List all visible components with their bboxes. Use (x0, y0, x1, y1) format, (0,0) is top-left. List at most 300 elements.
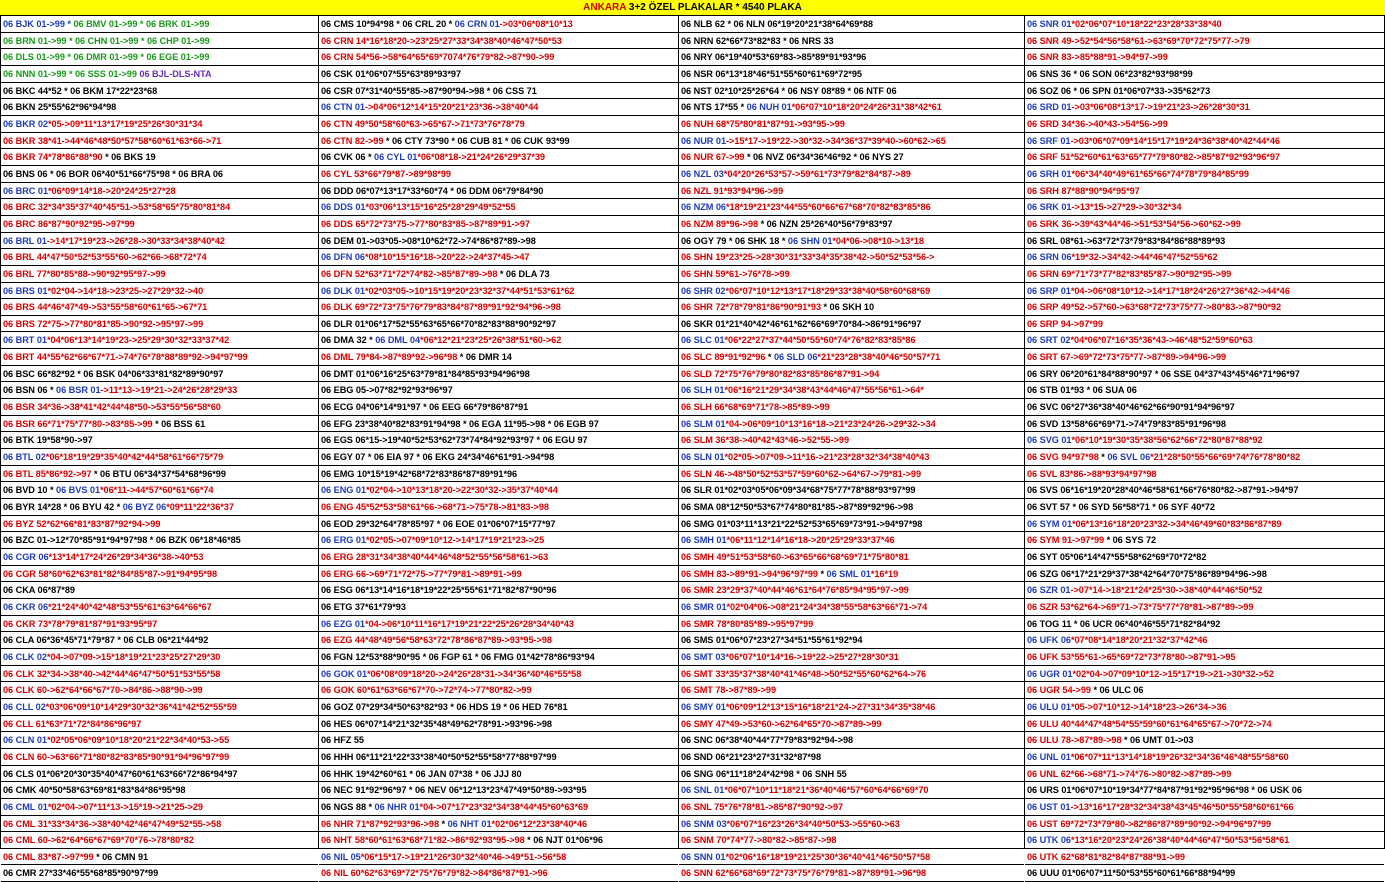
plate-segment: 06 SLH 66*68*69*71*78->85*89->99 (681, 402, 830, 413)
plate-row (679, 449, 1024, 466)
plate-row (1, 432, 318, 449)
plate-row (679, 532, 1024, 549)
plate-segment: 06 ENG 01 (321, 485, 367, 496)
plate-row (1, 449, 318, 466)
plate-segment: *04->07*09->15*18*19*21*23*25*27*29*30 (46, 651, 221, 662)
plate-segment: 06 BRC 86*87*90*92*95->97*99 (3, 218, 135, 229)
plate-row (679, 549, 1024, 566)
plate-segment: *05->09*11*13*17*19*25*26*30*31*34 (48, 118, 203, 129)
plate-row (679, 366, 1024, 383)
plate-segment: 06 DDS 01 (321, 202, 366, 213)
plate-segment: 06 ERG 28*31*34*38*40*44*46*48*52*55*56*58*61->63 (321, 552, 549, 562)
plate-segment: 06 SRT 02 (1027, 335, 1071, 346)
plate-segment: 06 OGY 79 * 06 SHK 18 * (681, 235, 788, 246)
plate-row (679, 233, 1024, 250)
plate-row (1025, 632, 1384, 649)
plate-segment: 06 SRH 01 (1027, 168, 1072, 179)
plate-segment: 06 CKA 06*87*89 (3, 585, 75, 596)
plate-row (679, 766, 1024, 783)
plate-segment: *06*09*12*13*15*16*18*21*24->27*31*34*35*38*46 (725, 701, 936, 712)
column-1 (0, 16, 318, 879)
plate-row (319, 749, 678, 766)
plate-row (1025, 299, 1384, 316)
plate-row (679, 749, 1024, 766)
plate-segment: 06 CMK 40*50*58*63*69*81*83*84*86*95*98 (3, 785, 186, 796)
plate-segment: 06 CLS 01*06*20*30*35*40*47*60*61*63*66*72*86*94*97 (3, 768, 238, 779)
plate-row (1025, 249, 1384, 266)
plate-segment: 06 SMR 78*80*85*89->95*97*99 (681, 618, 814, 629)
plate-row (1, 249, 318, 266)
plate-segment: * 06 NJT 01*06*96 (524, 835, 603, 846)
plate-row (319, 116, 678, 133)
plate-row (1, 199, 318, 216)
plate-row (1, 299, 318, 316)
plate-segment: 06 SND 06*21*23*27*31*32*87*98 (681, 751, 822, 762)
plate-row (1, 699, 318, 716)
plate-segment: 06 SHN 59*61->76*78->99 (681, 268, 790, 279)
plate-segment: 06 BJK 01->99 * (3, 19, 74, 29)
plate-segment: 06 BRC 01 (3, 185, 48, 196)
plate-segment: 06 DFN 06 (321, 252, 365, 263)
plate-row (1, 816, 318, 833)
plate-segment: *06*08*09*18*20->24*26*28*31->34*36*40*46*55*58 (367, 668, 582, 679)
plate-segment: ->11*13->19*21->24*26*28*29*33 (100, 385, 238, 396)
plate-segment: 06 CSR 07*31*40*55*85->87*90*94->98 * 06 CSS 71 (321, 85, 537, 96)
plate-segment: 06 DFN 52*63*71*72*74*82->85*87*89->98 (321, 268, 498, 279)
plate-row (1025, 99, 1384, 116)
plate-row (319, 283, 678, 300)
plate-segment: 06 SVL 06 (1107, 452, 1151, 463)
plate-segment: 06 GOK 60*61*63*66*67*70->72*74->77*80*82->99 (321, 685, 532, 696)
plate-segment: 06 BRN 01->99 * 06 CHN 01->99 * 06 CHP 01->99 (3, 35, 210, 46)
plate-row (319, 432, 678, 449)
plate-segment: 06 SNG 06*11*18*24*42*98 * 06 SNH 55 (681, 768, 847, 779)
plate-segment: 06 ESG 06*13*14*16*18*19*22*25*55*61*71*82*87*90*96 (321, 585, 557, 596)
plate-segment: 06 CGR 06 (3, 552, 49, 562)
plate-segment: 06 SVD 13*58*66*69*71->74*79*83*85*91*96*98 (1027, 418, 1226, 429)
plate-segment: 06 BRC 32*34*35*37*40*45*51->53*58*65*75*80*81*84 (3, 202, 231, 213)
plate-segment: 06 SNL 75*76*78*81->85*87*90*92->97 (681, 801, 844, 812)
plate-segment: *21*23*28*38*40*46*50*57*71 (817, 352, 941, 363)
plate-segment: 06 BKR 38*41->44*46*48*50*57*58*60*61*63*66->71 (3, 135, 222, 146)
plate-segment: 06 SNL 01 (681, 785, 725, 796)
plate-row (1, 549, 318, 566)
plate-segment: *06*07*11*13*14*18*19*26*32*34*36*46*48*55*58*60 (1070, 751, 1289, 762)
plate-segment: 06 CML 83*87->97*99 (3, 851, 94, 862)
plate-segment: 06 URS 01*06*07*10*19*34*77*84*87*91*92*95*96*98 * 06 USK 06 (1027, 785, 1302, 796)
plate-segment: *02*06*12*23*38*40*46 (491, 818, 588, 829)
plate-segment: 06 BRL 01 (3, 235, 47, 246)
plate-segment: 06 SHR 72*78*79*81*86*90*91*93 (681, 302, 822, 313)
plate-segment: * 06 BSS 61 (152, 418, 206, 429)
plate-row (1025, 716, 1384, 733)
plate-segment: 06 SVS 06*16*19*20*28*40*46*58*61*66*76*80*82->87*91->94*97 (1027, 485, 1299, 496)
plate-segment: 06 SRT 67->69*72*73*75*77->87*89->94*96->99 (1027, 352, 1227, 363)
plate-row (319, 466, 678, 483)
plate-row (1025, 782, 1384, 799)
plate-segment: 06 NZL 03 (681, 168, 724, 179)
plate-segment: 06 UFK 06 (1027, 635, 1071, 646)
plate-segment: 06 BSC 66*82*92 * 06 BSK 04*06*33*81*82*89*90*97 (3, 368, 224, 379)
plate-segment: 06 DLK 01 (321, 285, 365, 296)
plate-row (1, 599, 318, 616)
plate-segment: 06 BMV 01->99 * (73, 19, 146, 29)
plate-segment: 06 SML 01 (826, 568, 871, 579)
plate-segment: 06 EZG 01 (321, 618, 365, 629)
plate-segment: 06 SMH 83->89*91->94*96*97*99 (681, 568, 818, 579)
plate-row (679, 266, 1024, 283)
plate-segment: * 06 NVZ 06*34*36*46*92 * 06 NYS 27 (744, 152, 904, 163)
plate-segment: 06 NHT 58*60*61*63*68*71*82->86*92*93*95->98 (321, 835, 525, 846)
plate-segment: 06 CKR 73*78*79*81*87*91*93*95*97 (3, 618, 158, 629)
plate-row (1, 782, 318, 799)
plate-segment: 06 SNM 70*74*77->80*82->85*87->98 (681, 835, 837, 846)
plate-row (319, 616, 678, 633)
plate-row (679, 616, 1024, 633)
plate-row (319, 149, 678, 166)
plate-row (319, 416, 678, 433)
plate-segment: * 06 UMT 01->03 (1121, 735, 1194, 746)
plate-row (1025, 549, 1384, 566)
plate-segment: *06*07*16*23*26*34*40*50*53->55*60->63 (726, 818, 900, 829)
plate-row (679, 249, 1024, 266)
plate-segment: 06 SMR 01 (681, 601, 727, 612)
plate-segment: 06 ULU 01 (1027, 701, 1071, 712)
plate-row (1, 582, 318, 599)
plate-row (1025, 816, 1384, 833)
plate-segment: 06 SRD 34*36->40*43->54*56->99 (1027, 118, 1168, 129)
plate-row (679, 216, 1024, 233)
plate-segment: * (765, 352, 774, 363)
plate-segment: *06*13*16*18*20*23*32->34*46*49*60*83*86*87*89 (1072, 518, 1282, 529)
plate-row (679, 382, 1024, 399)
plate-segment: 06 DLS 01->99 * 06 DMR 01->99 * 06 EGE 01->99 (3, 52, 210, 63)
plate-row (1, 349, 318, 366)
plate-row (1, 865, 318, 882)
plate-row (679, 482, 1024, 499)
plate-segment: 06 ETG 37*61*79*93 (321, 601, 406, 612)
plate-segment: 06 SZG 06*17*21*29*37*38*42*64*70*75*86*89*94*96->98 (1027, 568, 1267, 579)
plate-segment: 06 SLM 01 (681, 418, 726, 429)
plate-segment: 06 CML 60->62*64*66*67*69*70*76->78*80*82 (3, 835, 194, 846)
plate-segment: 06 UGR 54->99 (1027, 685, 1091, 696)
plate-segment: *06*07*10*18*20*24*26*31*38*42*61 (791, 102, 942, 113)
plate-segment: 06 SRK 36->39*43*44*46->51*53*54*56->60*62->99 (1027, 218, 1241, 229)
plate-segment: *04*06*13*14*19*23->25*29*30*32*33*37*42 (46, 335, 230, 346)
plate-segment: 06 CKR 06 (3, 601, 48, 612)
plate-row (1025, 199, 1384, 216)
plate-segment: 06 SNN 62*66*68*69*72*73*75*76*79*81->87*89*91->96*98 (681, 868, 927, 879)
plate-segment: 06 UST 69*72*73*79*80->82*86*87*89*90*92->94*96*97*99 (1027, 818, 1272, 829)
plate-row (319, 133, 678, 150)
plate-segment: 06 HHH 06*11*21*22*33*38*40*50*52*55*58*77*88*97*99 (321, 751, 557, 762)
plate-segment: 06 CTN 49*50*58*60*63->65*67->71*73*76*78*79 (321, 118, 525, 129)
plate-segment: 06 SRF 01 (1027, 135, 1071, 146)
plate-row (1, 166, 318, 183)
plate-segment: 06 SRD 01 (1027, 102, 1072, 113)
plate-segment: 06 BRS 01 (3, 285, 48, 296)
plate-row (1025, 865, 1384, 882)
plate-row (1, 49, 318, 66)
plate-segment: 06 NZM 06 (681, 202, 726, 213)
plate-segment: * 06 DLA 73 (497, 268, 550, 279)
column-2 (318, 16, 678, 879)
plate-segment: 06 DLK 69*72*73*75*76*79*83*84*87*89*91*92*94*96->98 (321, 302, 561, 313)
plate-segment: 06 SMT 78->87*89->99 (681, 685, 777, 696)
plate-segment: 06 SVG 94*97*98 (1027, 452, 1099, 463)
plate-segment: 06 NZM 89*96->98 (681, 218, 759, 229)
plate-row (679, 33, 1024, 50)
plate-row (1025, 682, 1384, 699)
plate-segment: *06*07*10*12*13*17*18*29*33*38*40*58*60*68*69 (725, 285, 931, 296)
plate-segment: 06 BTL 85*86*92->97 (3, 468, 92, 479)
plate-segment: 06 CLL 61*63*71*72*84*86*96*97 (3, 718, 142, 729)
plate-segment: *04*20*26*53*57->59*61*73*79*82*84*87->89 (723, 168, 911, 179)
plate-row (679, 666, 1024, 683)
plate-segment: 06 FGN 12*53*88*90*95 * 06 FGP 61 * 06 FMG 01*42*78*86*93*94 (321, 651, 595, 662)
plate-row (1, 332, 318, 349)
plate-segment: 06 SMH 49*51*53*58*60->63*65*66*68*69*71*75*80*81 (681, 552, 909, 562)
plate-segment: 06 NEC 91*92*96*97 * 06 NEV 06*12*13*23*47*49*50*89->93*95 (321, 785, 587, 796)
plate-segment: *03*06*13*15*16*25*28*29*49*52*55 (365, 202, 516, 213)
plate-segment: 06 SMT 33*35*37*38*40*41*46*48->50*52*55*60*62*64->76 (681, 668, 927, 679)
plate-row (319, 832, 678, 849)
plate-row (319, 865, 678, 882)
plate-segment: 06 SLH 01 (681, 385, 725, 396)
plate-row (1, 849, 318, 866)
plate-row (1, 99, 318, 116)
plate-segment: 06 NIL 05 (321, 851, 361, 862)
plate-row (1025, 599, 1384, 616)
plate-segment: 06 STB 01*93 * 06 SUA 06 (1027, 385, 1137, 396)
plate-segment: 06 BRL 44*47*50*52*53*55*60->62*66->68*72*74 (3, 252, 207, 263)
plate-row (679, 566, 1024, 583)
plate-segment: 06 SHN 01 (787, 235, 833, 246)
plate-segment: *06*10*19*30*35*38*56*62*66*72*80*87*88*92 (1071, 435, 1263, 446)
plate-segment: * 06 BTU 06*34*37*54*68*96*99 (91, 468, 226, 479)
plate-row (1025, 332, 1384, 349)
plate-row (1025, 499, 1384, 516)
plate-row (1, 183, 318, 200)
plate-segment: 06 BJL-DLS-NTA (139, 68, 212, 79)
plate-row (319, 766, 678, 783)
plate-segment: * (439, 818, 448, 829)
plate-row (1025, 566, 1384, 583)
plate-segment: 06 SNM 03 (681, 818, 727, 829)
plate-segment: 06 HFZ 55 (321, 735, 364, 746)
plate-segment: 06 DDS 65*72*73*75->77*80*83*85->87*89*91->97 (321, 218, 530, 229)
plate-segment: *06*18*19*29*35*40*42*44*58*61*66*75*79 (45, 452, 224, 463)
plate-segment: *06*07*10*14*16->19*22->25*27*28*30*31 (725, 651, 899, 662)
plate-segment: 06 CYL 01 (374, 152, 418, 163)
plate-segment: 06 SNN 01 (681, 851, 726, 862)
plate-segment: 06 SMH 01 (681, 535, 727, 546)
plate-segment: 06 BKC 44*52 * 06 BKM 17*22*23*68 (3, 85, 158, 96)
plate-row (679, 732, 1024, 749)
plate-row (1, 682, 318, 699)
plate-row (319, 166, 678, 183)
plate-segment: 06 SVC 06*27*36*38*40*46*62*66*90*91*94*96*97 (1027, 402, 1235, 413)
plate-row (319, 349, 678, 366)
plate-segment: 06 HHK 19*42*60*61 * 06 JAN 07*38 * 06 JJJ 80 (321, 768, 522, 779)
plate-segment: ->03*06*08*10*13 (499, 19, 573, 29)
plate-row (679, 133, 1024, 150)
plate-segment: 06 SVT 57 * 06 SYD 56*58*71 * 06 SYF 40*72 (1027, 502, 1215, 513)
plate-row (679, 499, 1024, 516)
plate-row (1025, 449, 1384, 466)
plate-segment: 06 BSR 01 (56, 385, 101, 396)
plate-row (1, 632, 318, 649)
plate-segment: 06 ULU 78->87*89->98 (1027, 735, 1122, 746)
plate-segment: 06 DEM 01->03*05->08*10*62*72->74*86*87*89->98 (321, 235, 536, 246)
plate-row (1, 482, 318, 499)
plate-segment: 06 SZR 01 (1027, 585, 1071, 596)
plate-segment: 06 SLC 89*91*92*96 (681, 352, 766, 363)
plate-segment: 06 BSN 06 * (3, 385, 57, 396)
plate-segment: *19*32->34*42->44*46*47*52*55*62 (1071, 252, 1218, 263)
plate-segment: *02*04->07*11*13->15*19->21*25->29 (47, 801, 203, 812)
plate-segment: *02*04->07*09*10*12->15*17*19->21->30*32->52 (1072, 668, 1274, 679)
plate-row (1025, 33, 1384, 50)
plate-segment: 06 TOG 11 * 06 UCR 06*40*46*55*71*82*84*92 (1027, 618, 1221, 629)
plate-segment: 06 NRN 62*66*73*82*83 * 06 NRS 33 (681, 35, 834, 46)
plate-segment: 06 EGS 06*15->19*40*52*53*62*73*74*84*92*93*97 * 06 EGU 97 (321, 435, 588, 446)
plate-row (1, 83, 318, 100)
plate-row (1025, 316, 1384, 333)
plate-row (1, 216, 318, 233)
plate-segment: *04*06->08*10->13*18 (832, 235, 924, 246)
plate-row (679, 399, 1024, 416)
plate-segment: 06 UNL 01 (1027, 751, 1071, 762)
plate-segment: *06*11->44*57*60*61*66*74 (100, 485, 214, 496)
plate-segment: 06 SLD 06 (773, 352, 818, 363)
plate-segment: ->15*17->19*22->30*32->34*36*37*39*40->60*62->65 (726, 135, 946, 146)
plate-segment: 06 UST 01 (1027, 801, 1071, 812)
plate-segment: 06 SMT 03 (681, 651, 726, 662)
plate-row (1025, 849, 1384, 866)
plate-segment: 06 SZR 53*62*64->69*71->73*75*77*78*81->87*89->99 (1027, 601, 1254, 612)
plate-segment: ->13*16*17*28*32*34*38*43*45*46*50*55*58*60*61*66 (1070, 801, 1294, 812)
plate-segment: 06 EBG 05->07*82*92*93*96*97 (321, 385, 453, 396)
plate-row (1025, 732, 1384, 749)
title-banner (0, 0, 1385, 16)
plate-segment: 06 SYM 91->97*99 (1027, 535, 1105, 546)
plate-row (319, 849, 678, 866)
plate-row (1025, 799, 1384, 816)
plate-row (1025, 582, 1384, 599)
plate-segment: 06 SRK 01 (1027, 202, 1072, 213)
plate-segment: 06 SMY 01 (681, 701, 726, 712)
plate-row (1025, 749, 1384, 766)
plate-row (1, 149, 318, 166)
plate-row (1025, 466, 1384, 483)
plate-segment: 06 NHT 01 (447, 818, 492, 829)
plate-row (1, 116, 318, 133)
plate-row (319, 682, 678, 699)
plate-segment: *02*05*06*09*10*18*20*21*22*34*40*53->55 (46, 735, 230, 746)
plate-segment: 06 NIL 60*62*63*69*72*75*76*79*82->84*86*87*91->96 (321, 868, 548, 879)
plate-segment: 06 SHR 02 (681, 285, 726, 296)
plate-segment: 06 UGR 01 (1027, 668, 1073, 679)
plate-row (1, 649, 318, 666)
plate-segment: 06 UTK 62*68*81*82*84*87*88*91->99 (1027, 851, 1185, 862)
plate-segment: 06 NST 02*10*25*26*64 * 06 NSY 08*89 * 06 NTF 06 (681, 85, 897, 96)
plate-segment: 06 CLN 01 (3, 735, 47, 746)
plate-segment: * 06 SYS 72 (1104, 535, 1157, 546)
plate-row (1025, 133, 1384, 150)
plate-row (679, 99, 1024, 116)
plate-segment: 06 NGS 88 * (321, 801, 375, 812)
plate-row (319, 332, 678, 349)
plate-row (1025, 149, 1384, 166)
plate-segment: 06 SRP 49*52->57*60->63*68*72*73*75*77->80*83->87*90*92 (1027, 302, 1282, 313)
plate-segment: 06 SRY 06*20*61*84*88*90*97 * 06 SSE 04*37*43*45*46*71*96*97 (1027, 368, 1300, 379)
plate-row (1, 399, 318, 416)
plate-row (1025, 349, 1384, 366)
plate-segment: ->03*06*08*13*17->19*21*23->26*28*30*31 (1071, 102, 1250, 113)
plate-row (1025, 283, 1384, 300)
plate-row (319, 782, 678, 799)
plate-row (1025, 516, 1384, 533)
plate-segment: *06*15*17->19*21*26*30*32*40*46->49*51->56*58 (360, 851, 567, 862)
column-4 (1024, 16, 1385, 879)
plate-segment: 06 BRT 44*55*62*66*67*71->74*76*78*88*89*92->94*97*99 (3, 352, 248, 363)
plate-row (679, 183, 1024, 200)
plate-row (1025, 416, 1384, 433)
plate-row (679, 16, 1024, 33)
plate-row (1, 133, 318, 150)
plate-row (1025, 83, 1384, 100)
plate-row (1, 466, 318, 483)
plate-segment: ->07*14->18*21*24*25*30->38*40*44*46*50*52 (1070, 585, 1263, 596)
plate-row (1, 366, 318, 383)
plate-segment: 06 DMA 32 * (321, 335, 376, 346)
plate-row (679, 466, 1024, 483)
plate-segment: 06 BVD 10 * (3, 485, 57, 496)
plate-row (679, 799, 1024, 816)
plate-segment: 06 ERG 66->69*71*72*75->77*79*81->89*91->99 (321, 568, 522, 579)
plate-row (679, 865, 1024, 882)
plate-segment: 06 SYM 01 (1027, 518, 1073, 529)
plate-row (319, 399, 678, 416)
plate-segment: 06 UTK 06 (1027, 835, 1071, 846)
plate-segment: *08*10*15*16*18->20*22->24*37*45->47 (364, 252, 530, 263)
plate-row (1025, 166, 1384, 183)
plate-row (1025, 616, 1384, 633)
title-text: 3+2 ÖZEL PLAKALAR * 4540 PLAKA (626, 2, 802, 13)
plate-segment: 06 BKR 02 (3, 118, 48, 129)
plate-row (319, 99, 678, 116)
plate-segment: * 06 BKS 19 (102, 152, 156, 163)
plate-row (319, 732, 678, 749)
plate-row (1, 716, 318, 733)
plate-segment: 06 CGR 58*60*62*63*81*82*84*85*87->91*94*95*98 (3, 568, 218, 579)
plate-segment: 06 NHR 01 (374, 801, 420, 812)
plate-segment: * 06 NZN 25*26*40*56*79*83*97 (758, 218, 893, 229)
plate-segment: 06 BRT 01 (3, 335, 47, 346)
column-3 (678, 16, 1024, 879)
plate-row (679, 432, 1024, 449)
plate-row (1025, 399, 1384, 416)
plate-segment: 06 SLN 46->48*50*52*53*57*59*60*62->64*67->79*81->99 (681, 468, 922, 479)
plate-row (319, 516, 678, 533)
plate-segment: 06 NNN 01->99 * 06 SSS 01->99 (3, 68, 140, 79)
plate-row (1025, 666, 1384, 683)
plate-row (1, 516, 318, 533)
plate-segment: 06 ULU 40*44*47*48*54*55*59*60*61*64*65*67->70*72->74 (1027, 718, 1272, 729)
plate-row (1025, 649, 1384, 666)
plate-row (319, 382, 678, 399)
